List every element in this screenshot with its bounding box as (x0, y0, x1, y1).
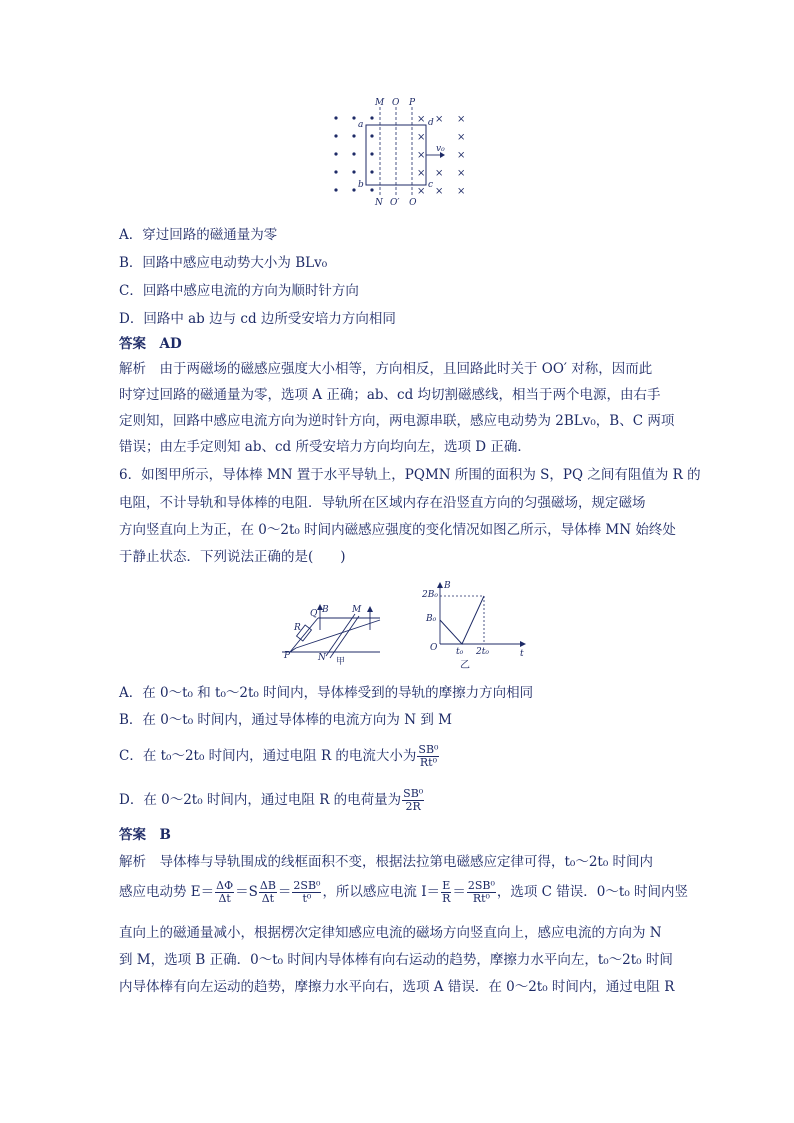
yi-axis-B: B (444, 581, 451, 591)
q6-analysis-text-d: ，所以感应电流 I＝ (322, 884, 441, 900)
svg-text:×: × (457, 186, 466, 197)
label-c: c (428, 180, 434, 190)
q5-analysis-line-4: 错误；由左手定则知 ab、cd 所受安培力方向均向左，选项 D 正确． (119, 439, 531, 455)
q6-stem-line-3: 方向竖直向上为正，在 0～2t₀ 时间内磁感应强度的变化情况如图乙所示，导体棒 MN 始终处 (119, 522, 676, 538)
q6-option-c-fraction (417, 744, 439, 769)
svg-text:×: × (457, 132, 466, 143)
yi-caption: 乙 (460, 660, 470, 670)
q6-analysis-line-1: 解析 导体棒与导轨围成的线框面积不变，根据法拉第电磁感应定律可得，t₀～2t₀ 时间内 (119, 854, 654, 870)
q6-option-c-text: C．在 t₀～2t₀ 时间内，通过电阻 R 的电流大小为 (119, 748, 417, 764)
fraction-denominator: Δt (218, 892, 231, 905)
q6-option-d-fraction (402, 788, 424, 813)
yi-tick-2B0: 2B₀ (422, 590, 438, 600)
svg-text:×: × (457, 114, 466, 125)
fraction-current (467, 880, 496, 905)
svg-text:×: × (417, 132, 426, 143)
q6-analysis-text-a: 感应电动势 E＝ (119, 884, 215, 900)
svg-text:×: × (417, 168, 426, 179)
jia-label-P: P (284, 651, 291, 661)
yi-tick-2t0: 2t₀ (476, 647, 489, 657)
label-Q: Q (409, 198, 417, 205)
jia-label-N: N (318, 653, 326, 663)
boundary-lines (380, 107, 412, 195)
q6-option-d-text: D．在 0～2t₀ 时间内，通过电阻 R 的电荷量为 (119, 792, 402, 808)
label-a: a (358, 120, 364, 130)
svg-text:×: × (435, 168, 444, 179)
yi-tick-t0: t₀ (456, 647, 464, 657)
fraction-denominator: R (442, 892, 451, 905)
fraction-emf (292, 880, 321, 905)
fraction-numerator: 2SB⁰ (467, 879, 495, 892)
field-dots (334, 116, 373, 191)
q6-option-c-denominator: Rt⁰ (419, 756, 437, 769)
q6-analysis-line-4: 到 M，选项 B 正确．0～t₀ 时间内导体棒有向右运动的趋势，摩擦力水平向左，t₀～2t₀ 时间 (119, 952, 673, 968)
fraction-numerator: ΔB (259, 879, 276, 892)
q6-analysis-text-b: ＝S (235, 884, 258, 900)
label-d: d (428, 118, 434, 128)
label-P: P (409, 98, 416, 108)
yi-axis-t: t (520, 649, 524, 659)
q6-stem-line-1: 6．如图甲所示，导体棒 MN 置于水平导轨上，PQMN 所围的面积为 S，PQ 之间有阻值为 R 的 (119, 467, 701, 483)
fraction-denominator: t⁰ (302, 892, 312, 905)
yi-tick-B0: B₀ (426, 614, 437, 624)
svg-text:×: × (417, 114, 426, 125)
q5-option-b: B．回路中感应电动势大小为 BLv₀ (119, 255, 328, 271)
q5-option-d: D．回路中 ab 边与 cd 边所受安培力方向相同 (119, 311, 396, 327)
jia-label-M: M (352, 605, 362, 615)
q6-analysis-text-f: ，选项 C 错误．0～t₀ 时间内竖 (496, 884, 689, 900)
q5-analysis-line-3: 定则知，回路中感应电流方向为逆时针方向，两电源串联，感应电动势为 2BLv₀，B、C 两项 (119, 413, 675, 429)
jia-caption: 甲 (336, 657, 346, 667)
figure-yi-chart (420, 580, 530, 670)
fraction-numerator: E (442, 879, 451, 892)
fraction-denominator: Rt⁰ (472, 892, 490, 905)
q6-option-b: B．在 0～t₀ 时间内，通过导体棒的电流方向为 N 到 M (119, 712, 452, 728)
svg-text:×: × (435, 186, 444, 197)
yi-origin: O (430, 643, 438, 653)
jia-label-Q: Q (310, 609, 318, 619)
label-N: N (375, 198, 383, 205)
q6-option-d-numerator: SB⁰ (403, 787, 424, 800)
q5-answer: 答案 AD (119, 336, 182, 352)
fraction-numerator: 2SB⁰ (293, 879, 321, 892)
label-M: M (375, 98, 385, 108)
q6-analysis-line-3: 直向上的磁通量减小，根据楞次定律知感应电流的磁场方向竖直向上，感应电流的方向为 N (119, 925, 662, 941)
svg-text:×: × (417, 150, 426, 161)
q6-option-a: A．在 0～t₀ 和 t₀～2t₀ 时间内，导体棒受到的导轨的摩擦力方向相同 (119, 685, 534, 701)
label-O-prime: O′ (390, 198, 400, 205)
fraction-db-dt (259, 880, 277, 905)
label-O: O (392, 98, 400, 108)
q6-option-c (119, 744, 440, 769)
q6-analysis-line-2 (119, 880, 688, 905)
q6-stem-line-4: 于静止状态．下列说法正确的是( ) (119, 549, 346, 565)
q5-option-c: C．回路中感应电流的方向为顺时针方向 (119, 283, 359, 299)
q6-analysis-line-5: 内导体棒有向左运动的趋势，摩擦力水平向右，选项 A 错误．在 0～2t₀ 时间内，通过电阻 R (119, 979, 675, 995)
svg-text:×: × (435, 114, 444, 125)
q6-option-c-numerator: SB⁰ (418, 743, 439, 756)
figure-jia (280, 600, 390, 690)
q5-option-a: A．穿过回路的磁通量为零 (119, 227, 278, 243)
svg-text:×: × (417, 186, 426, 197)
svg-text:×: × (457, 150, 466, 161)
jia-label-R: R (294, 623, 301, 633)
figure-magnetic-regions (330, 95, 490, 205)
jia-label-B: B (322, 605, 329, 615)
fraction-denominator: Δt (261, 892, 275, 905)
fraction-dphi-dt (215, 880, 234, 905)
q6-analysis-text-e: ＝ (452, 884, 466, 900)
fraction-e-r (441, 880, 451, 905)
q6-option-d (119, 788, 425, 813)
fraction-numerator: ΔΦ (216, 879, 234, 892)
svg-text:×: × (457, 168, 466, 179)
label-v0: v₀ (436, 144, 445, 154)
q5-analysis-line-1: 解析 由于两磁场的磁感应强度大小相等，方向相反，且回路此时关于 OO′ 对称，因而此 (119, 361, 653, 377)
q6-analysis-text-c: ＝ (277, 884, 292, 900)
b-t-series-line (440, 596, 484, 644)
q6-stem-line-2: 电阻，不计导轨和导体棒的电阻．导轨所在区域内存在沿竖直方向的匀强磁场，规定磁场 (119, 495, 646, 511)
q6-answer: 答案 B (119, 827, 171, 843)
q5-analysis-line-2: 时穿过回路的磁通量为零，选项 A 正确；ab、cd 均切割磁感线，相当于两个电源，由右手 (119, 387, 661, 403)
label-b: b (358, 180, 364, 190)
q6-option-d-denominator: 2R (405, 800, 421, 813)
